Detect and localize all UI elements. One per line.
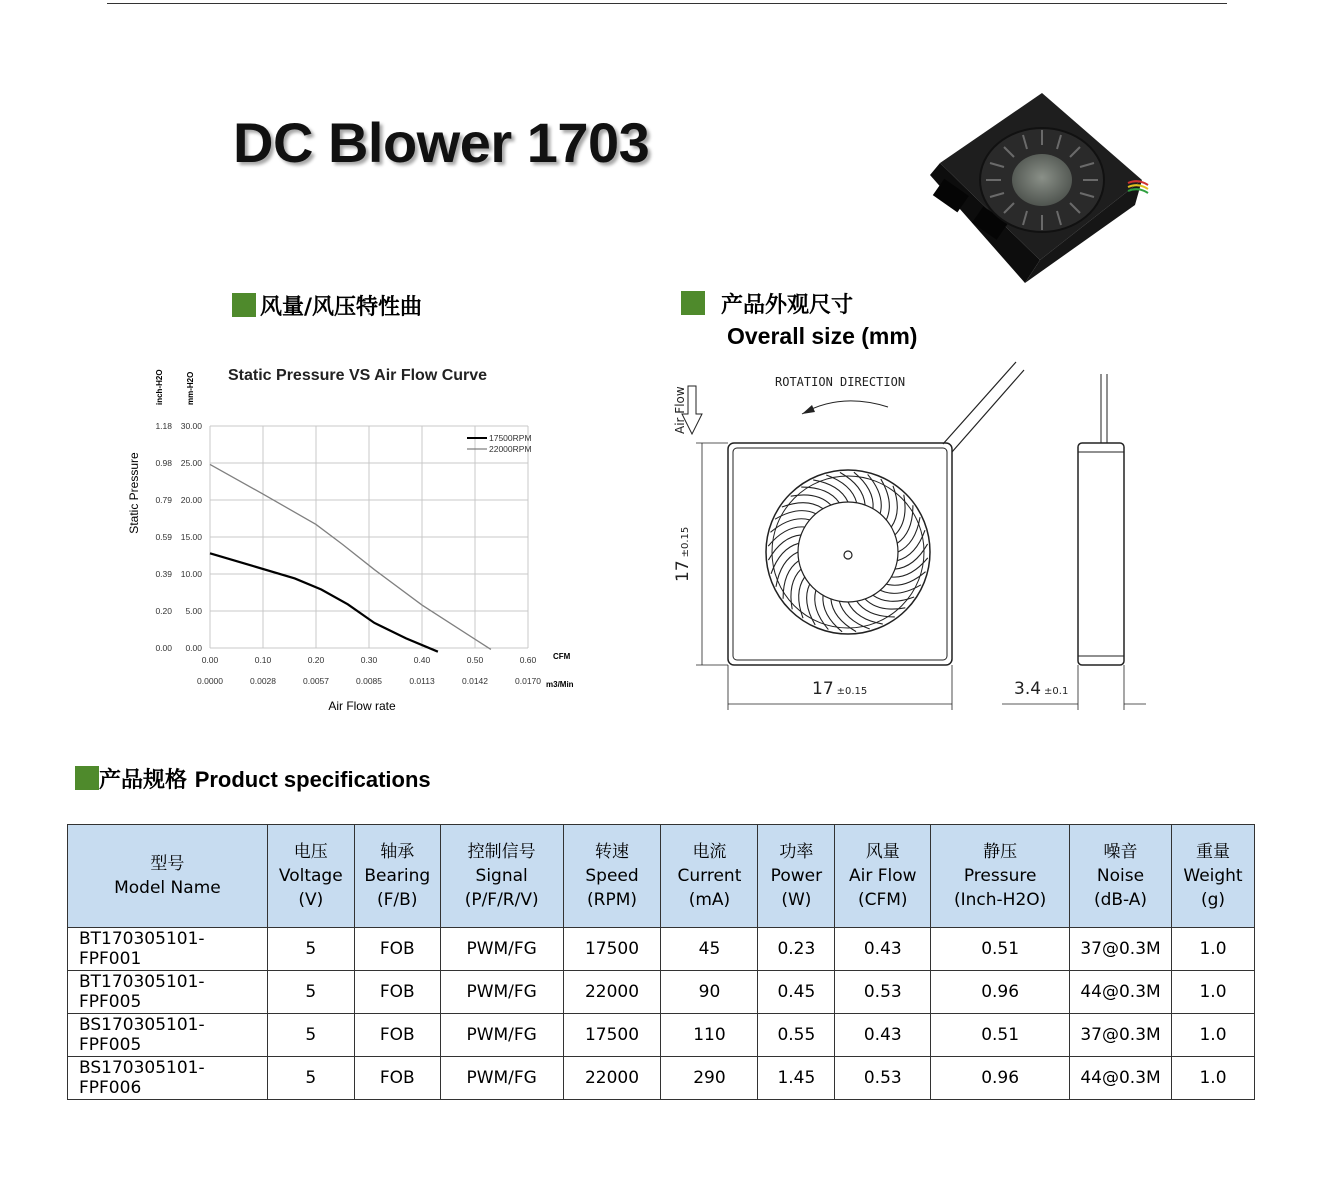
table-cell: 5: [267, 1014, 354, 1057]
spec-header-cell: [563, 825, 661, 928]
section-marker-icon: [681, 291, 705, 315]
series-line-0: [210, 553, 438, 651]
spec-header-en: Bearing: [364, 866, 431, 886]
spec-header-unit: (dB-A): [1093, 890, 1148, 910]
spec-header-unit: (P/F/R/V): [464, 890, 539, 910]
table-cell: FOB: [354, 928, 440, 971]
spec-header-en: Model Name: [114, 878, 221, 898]
spec-header-en: Current: [677, 866, 742, 886]
table-row: [68, 971, 1255, 1014]
table-row: [68, 1014, 1255, 1057]
table-row: [68, 1057, 1255, 1100]
rotation-arrowhead-icon: [802, 405, 815, 414]
spec-header-cn: 风量: [865, 842, 900, 862]
spec-header-unit: (F/B): [377, 890, 418, 910]
pressure-flow-chart: [120, 355, 600, 725]
table-cell: 0.96: [931, 971, 1070, 1014]
y-tick-label-inch: 0.39: [155, 569, 172, 579]
table-cell: 22000: [563, 1057, 661, 1100]
impeller-hub: [798, 502, 898, 602]
x-tick-label-secondary: 0.0170: [515, 676, 541, 686]
product-photo: [920, 85, 1160, 290]
spec-table: [67, 824, 1255, 1100]
table-cell: 1.0: [1171, 1014, 1254, 1057]
spec-header-cn: 噪音: [1103, 842, 1138, 862]
x-tick-label-secondary: 0.0085: [356, 676, 382, 686]
table-cell: 0.53: [835, 1057, 931, 1100]
table-cell: BT170305101-FPF001: [68, 928, 268, 971]
table-cell: 1.45: [758, 1057, 835, 1100]
impeller-blade: [826, 475, 856, 503]
table-cell: 1.0: [1171, 1057, 1254, 1100]
table-cell: 37@0.3M: [1070, 1014, 1172, 1057]
spec-header-en: Weight: [1183, 866, 1243, 886]
dimension-drawing: [660, 352, 1150, 722]
section-marker-icon: [232, 293, 256, 317]
spec-header-cell: [354, 825, 440, 928]
rotation-arrow-icon: [802, 401, 888, 414]
y-tick-label-inch: 0.20: [155, 606, 172, 616]
table-cell: 0.51: [931, 928, 1070, 971]
table-cell: 17500: [563, 928, 661, 971]
x-tick-label-secondary: 0.0057: [303, 676, 329, 686]
table-cell: 44@0.3M: [1070, 1057, 1172, 1100]
table-cell: 5: [267, 1057, 354, 1100]
x-tick-label: 0.40: [413, 655, 431, 665]
page-title: DC Blower 1703: [233, 111, 650, 174]
spec-header-cell: [758, 825, 835, 928]
table-cell: 22000: [563, 971, 661, 1014]
spec-header-unit: (mA): [688, 890, 731, 910]
y-tick-label-mm: 30.00: [180, 421, 202, 431]
spec-header-en: Pressure: [963, 866, 1037, 886]
fan-side-outline: [1078, 443, 1124, 665]
table-cell: 90: [661, 971, 758, 1014]
impeller-blade: [839, 601, 869, 629]
size-section-subheading: Overall size (mm): [727, 323, 918, 349]
table-cell: 110: [661, 1014, 758, 1057]
spec-header-unit: (Inch-H2O): [953, 890, 1047, 910]
table-cell: 37@0.3M: [1070, 928, 1172, 971]
cable-line: [943, 362, 1016, 444]
table-cell: 0.45: [758, 971, 835, 1014]
spec-header-en: Air Flow: [849, 866, 917, 886]
rotation-direction-label: ROTATION DIRECTION: [775, 375, 906, 389]
spec-header-cn: 电压: [293, 842, 328, 862]
spec-header-cell: [1070, 825, 1172, 928]
chart-title: Static Pressure VS Air Flow Curve: [228, 367, 488, 384]
table-cell: FOB: [354, 971, 440, 1014]
spec-header-en: Signal: [475, 866, 528, 886]
spec-header-unit: (V): [298, 890, 324, 910]
spec-header-en: Noise: [1096, 866, 1145, 886]
table-cell: FOB: [354, 1057, 440, 1100]
spec-header-cn: 型号: [150, 854, 185, 874]
table-cell: PWM/FG: [440, 928, 563, 971]
table-cell: FOB: [354, 1014, 440, 1057]
x-tick-label: 0.20: [307, 655, 325, 665]
legend-label: 17500RPM: [489, 433, 532, 443]
x-tick-label: 0.30: [360, 655, 378, 665]
x-tick-label-secondary: 0.0000: [197, 676, 223, 686]
y-tick-label-inch: 0.59: [155, 532, 172, 542]
table-cell: 0.43: [835, 1014, 931, 1057]
x-unit-secondary: m3/Min: [546, 680, 574, 689]
x-axis-label: Air Flow rate: [328, 699, 396, 713]
table-cell: BS170305101-FPF005: [68, 1014, 268, 1057]
table-cell: 0.43: [835, 928, 931, 971]
spec-header-cell: [931, 825, 1070, 928]
x-tick-label-secondary: 0.0142: [462, 676, 488, 686]
table-cell: 17500: [563, 1014, 661, 1057]
y-tick-label-inch: 0.00: [155, 643, 172, 653]
spec-section-heading: 产品规格 Product specifications: [75, 763, 431, 794]
spec-header-en: Speed: [585, 866, 639, 886]
spec-header-row: [68, 825, 1255, 928]
table-cell: 1.0: [1171, 928, 1254, 971]
table-cell: 5: [267, 928, 354, 971]
dim-thickness-label: 3.4 ±0.1: [1014, 679, 1069, 699]
x-tick-label: 0.60: [519, 655, 537, 665]
top-rule: [107, 3, 1227, 4]
spec-header-cn: 转速: [595, 842, 630, 862]
spec-header-unit: (W): [781, 890, 812, 910]
y-tick-label-mm: 0.00: [185, 643, 202, 653]
x-tick-label: 0.50: [466, 655, 484, 665]
spec-header-cn: 静压: [983, 842, 1018, 862]
table-cell: PWM/FG: [440, 971, 563, 1014]
spec-header-cn: 重量: [1195, 842, 1230, 862]
spec-header-unit: (g): [1200, 890, 1226, 910]
table-cell: 44@0.3M: [1070, 971, 1172, 1014]
y-tick-label-mm: 5.00: [185, 606, 202, 616]
spec-header-cell: [1171, 825, 1254, 928]
spec-header-cn: 电流: [692, 842, 727, 862]
table-cell: PWM/FG: [440, 1014, 563, 1057]
chart-series: [210, 464, 491, 651]
table-cell: 0.51: [931, 1014, 1070, 1057]
spec-header-unit: (CFM): [857, 890, 908, 910]
table-cell: 0.96: [931, 1057, 1070, 1100]
spec-header-cn: 控制信号: [467, 842, 536, 862]
y-tick-label-mm: 15.00: [180, 532, 202, 542]
spec-header-en: Voltage: [278, 866, 343, 886]
y-unit-left: inch-H2O: [155, 369, 164, 405]
spec-header-cell: [68, 825, 268, 928]
spec-header-cell: [661, 825, 758, 928]
table-cell: 290: [661, 1057, 758, 1100]
cable-line: [952, 370, 1024, 452]
x-tick-label: 0.00: [201, 655, 219, 665]
chart-grid: [210, 426, 528, 648]
table-cell: 0.23: [758, 928, 835, 971]
spec-header-cn: 轴承: [380, 842, 415, 862]
x-unit-primary: CFM: [553, 652, 571, 661]
table-cell: 5: [267, 971, 354, 1014]
spec-header-en: Power: [770, 866, 823, 886]
impeller-blade: [897, 530, 925, 560]
y-tick-label-mm: 10.00: [180, 569, 202, 579]
y-tick-label-mm: 20.00: [180, 495, 202, 505]
series-line-1: [210, 464, 491, 649]
table-cell: 45: [661, 928, 758, 971]
spec-header-cell: [835, 825, 931, 928]
curve-section-heading: 风量/风压特性曲: [232, 290, 422, 321]
spec-header-cell: [440, 825, 563, 928]
table-cell: 1.0: [1171, 971, 1254, 1014]
y-axis-label: Static Pressure: [127, 452, 141, 534]
airflow-label: Air Flow: [673, 386, 687, 434]
y-tick-label-mm: 25.00: [180, 458, 202, 468]
chart-legend: [467, 433, 532, 454]
spec-body: [68, 928, 1255, 1100]
x-tick-label-secondary: 0.0113: [409, 676, 435, 686]
table-cell: BT170305101-FPF005: [68, 971, 268, 1014]
x-tick-label-secondary: 0.0028: [250, 676, 276, 686]
y-unit-right: mm-H2O: [186, 371, 195, 405]
impeller-blade: [771, 543, 799, 573]
table-row: [68, 928, 1255, 971]
table-cell: PWM/FG: [440, 1057, 563, 1100]
x-tick-label: 0.10: [254, 655, 272, 665]
legend-label: 22000RPM: [489, 444, 532, 454]
spec-header-cell: [267, 825, 354, 928]
y-tick-label-inch: 0.79: [155, 495, 172, 505]
spec-header-unit: (RPM): [587, 890, 638, 910]
table-cell: 0.53: [835, 971, 931, 1014]
table-cell: 0.55: [758, 1014, 835, 1057]
dim-width-label: 17 ±0.15: [812, 679, 868, 699]
y-tick-label-inch: 1.18: [155, 421, 172, 431]
table-cell: BS170305101-FPF006: [68, 1057, 268, 1100]
size-section-heading: 产品外观尺寸: [681, 288, 853, 319]
y-tick-label-inch: 0.98: [155, 458, 172, 468]
spec-header-cn: 功率: [779, 842, 814, 862]
section-marker-icon: [75, 766, 99, 790]
dim-height-label: 17±0.15: [673, 526, 693, 582]
